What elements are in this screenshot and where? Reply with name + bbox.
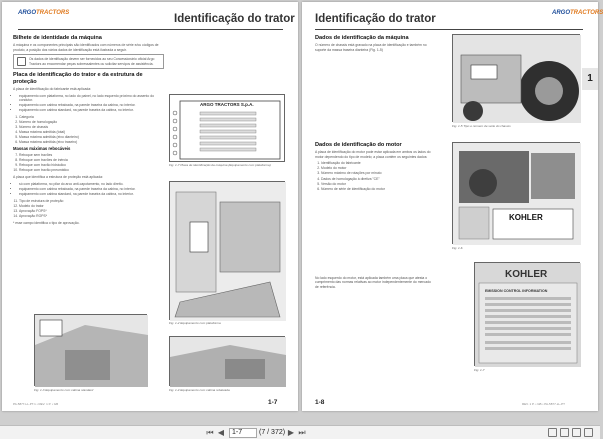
list-item: 3. Número de chassis: [19, 125, 164, 129]
platform-photo: [170, 182, 286, 321]
list-item: 3. Número máximo de rotações por minuto: [321, 171, 435, 175]
list-item: 14. Aprovação ROPS*: [19, 214, 164, 218]
header-rule: [315, 29, 583, 30]
note-book-icon: [17, 57, 26, 66]
right-text-column-3: [315, 276, 435, 291]
list-item: 2. Número de homologação: [19, 120, 164, 124]
engine-figure: [452, 142, 580, 244]
kohler-logo: KOHLER: [505, 269, 548, 280]
plate-brand: ARGO TRACTORS S.p.A.: [200, 102, 254, 107]
engine-photo: [453, 143, 581, 245]
kohler-logo: KOHLER: [509, 213, 543, 222]
figure-caption: Fig. 1-7 Placa de identificação da máquina (Equipamento com plataforma): [169, 163, 271, 167]
list-item: 1. Identificação do fabricante: [321, 161, 435, 165]
right-text-column-2: [315, 140, 435, 194]
list-item: • só com plataforma, no pilar do arco anti-capotamento, no lado direito.: [19, 182, 164, 186]
list-item: 9. Reboque com travão hidráulico: [19, 163, 164, 167]
list-item: 12. Modelo do trator: [19, 204, 164, 208]
page-count: (7 / 372): [259, 429, 286, 436]
numbered-list: [315, 161, 435, 191]
fit-width-icon[interactable]: [572, 428, 581, 437]
section-heading: Dados de identificação do motor: [315, 142, 402, 148]
page-footer: PA-5877-LL-PT.1 • REV. 1 P. • GB: [13, 402, 59, 406]
platform-figure: [169, 181, 285, 320]
sub-heading: Massas máximas rebocáveis: [13, 146, 71, 152]
first-page-button[interactable]: ⏮: [206, 428, 214, 437]
page-number: 1-7: [268, 399, 278, 406]
last-page-button[interactable]: ⏭: [298, 428, 306, 437]
list-item: 1. Categoria: [19, 115, 164, 119]
header-rule: [18, 29, 283, 30]
low-cab-photo: [170, 337, 286, 387]
list-item: • equipamento com plataforma, no lado do painel, no lado esquerdo próximo do assento do condutor.: [19, 94, 164, 103]
paragraph: A placa de identificação do fabricante está aplicada:: [13, 86, 92, 91]
list-item: 5. Massa máxima admitida (eixo dianteiro): [19, 135, 164, 139]
left-text-column: [13, 33, 164, 228]
list-item: 7. Reboque sem travões: [19, 153, 164, 157]
figure-caption: Fig. 1-3 Equipamento com cabina standard: [34, 388, 94, 392]
list-item: 6. Massa máxima admitida (eixo traseiro): [19, 140, 164, 144]
tractor-front-figure: [452, 34, 580, 122]
right-page: [302, 2, 603, 411]
note-box: [13, 54, 164, 69]
list-item: • equipamento com cabina standard, na parede traseira da cabina, no interior.: [19, 108, 164, 112]
figure-caption: Fig. 1-4 Equipamento com cabina rebaixada: [169, 388, 230, 392]
next-page-button[interactable]: ▶: [287, 428, 295, 437]
page-number-input[interactable]: 1-7: [229, 428, 257, 438]
section-heading: Dados de identificação da máquina: [315, 35, 409, 41]
identification-plate-figure: [169, 94, 285, 162]
emission-heading: EMISSION CONTROL INFORMATION: [485, 289, 548, 293]
footnote: * esse campo identifica o tipo de aprovação.: [13, 220, 80, 225]
list-item: 2. Modelo do motor: [321, 166, 435, 170]
two-page-view-icon[interactable]: [560, 428, 569, 437]
emission-plate-figure: [474, 262, 580, 366]
single-page-view-icon[interactable]: [548, 428, 557, 437]
left-page: [2, 2, 298, 411]
paragraph: A placa que identifica a estrutura de proteção está aplicada:: [13, 174, 103, 179]
paragraph: A placa de identificação do motor pode estar aplicada em ambos os lados do motor dependendo do tipo de modelo; a placa contém os seguintes dados:: [315, 150, 431, 159]
standard-cab-photo: [35, 315, 148, 387]
viewer-toolbar: [0, 425, 600, 439]
fullscreen-icon[interactable]: [584, 428, 593, 437]
bullet-list: [13, 182, 164, 196]
list-item: 13. Aprovação FOPS*: [19, 209, 164, 213]
page-title: Identificação do trator: [315, 13, 436, 25]
figure-caption: Fig. 1-2 Equipamento com plataforma: [169, 321, 221, 325]
chapter-tab[interactable]: 1: [582, 68, 598, 90]
note-text: Os dados de identificação devem ser fornecidos ao seu Concessionário oficial Argo Tractors ao encomendar peças sobressalentes ou solicitar serviços de assistência.: [29, 57, 155, 66]
list-item: 4. Dados de homologação à diretiva "CE": [321, 177, 435, 181]
numbered-list: [13, 199, 164, 219]
list-item: • equipamento com cabina rebaixada, na parede traseira da cabina, no interior.: [19, 187, 164, 191]
low-cab-figure: [169, 336, 285, 386]
tractor-front-photo: [453, 35, 581, 123]
list-item: 4. Massa máxima admitida (total): [19, 130, 164, 134]
paragraph: No lado esquerdo do motor, está aplicada também uma placa que atesta o cumprimento das normas relativas ao motor independentemente do mercado de referência.: [315, 276, 431, 289]
paragraph: O número de chassis está gravado na placa de identificação e também no suporte da massa traseira dianteira (Fig. 1-5): [315, 43, 427, 52]
figure-caption: Fig. 1-6: [452, 246, 463, 250]
list-item: 8. Reboque com travões de inércia: [19, 158, 164, 162]
figure-caption: Fig. 1-5 Tipo e número de série do chassis: [452, 124, 511, 128]
argo-logo: ARGOTRACTORS: [552, 10, 603, 16]
standard-cab-figure: [34, 314, 147, 386]
section-heading: Bilhete de identidade da máquina: [13, 35, 102, 41]
bullet-list: [13, 94, 164, 113]
page-footer: REV. 1 P. • GB • PA-5877-LL-PT: [522, 402, 565, 406]
section-heading: Placa de identificação do trator e da estrutura de proteção: [13, 72, 143, 85]
list-item: • equipamento com cabina standard, na parede traseira da cabina, no interior.: [19, 192, 164, 196]
paragraph: A máquina e os componentes principais são identificados com números de série e/ou códigos de produto, a posição dos vários dados de identificação está ilustrada a seguir.: [13, 43, 159, 52]
figure-caption: Fig. 1-7: [474, 368, 485, 372]
list-item: 6. Número de série de identificação do motor: [321, 187, 435, 191]
previous-page-button[interactable]: ◀: [217, 428, 225, 437]
page-title: Identificação do trator: [174, 13, 295, 25]
right-text-column: [315, 33, 435, 54]
numbered-list: [13, 153, 164, 173]
list-item: 11. Tipo de estrutura de proteção: [19, 199, 164, 203]
list-item: • equipamento com cabina rebaixada, na parede traseira da cabina, no interior.: [19, 103, 164, 107]
argo-logo: ARGOTRACTORS: [18, 10, 70, 16]
page-number: 1-8: [315, 399, 325, 406]
numbered-list: [13, 115, 164, 145]
list-item: 10. Reboque com travão pneumático: [19, 168, 164, 172]
list-item: 5. Versão do motor: [321, 182, 435, 186]
